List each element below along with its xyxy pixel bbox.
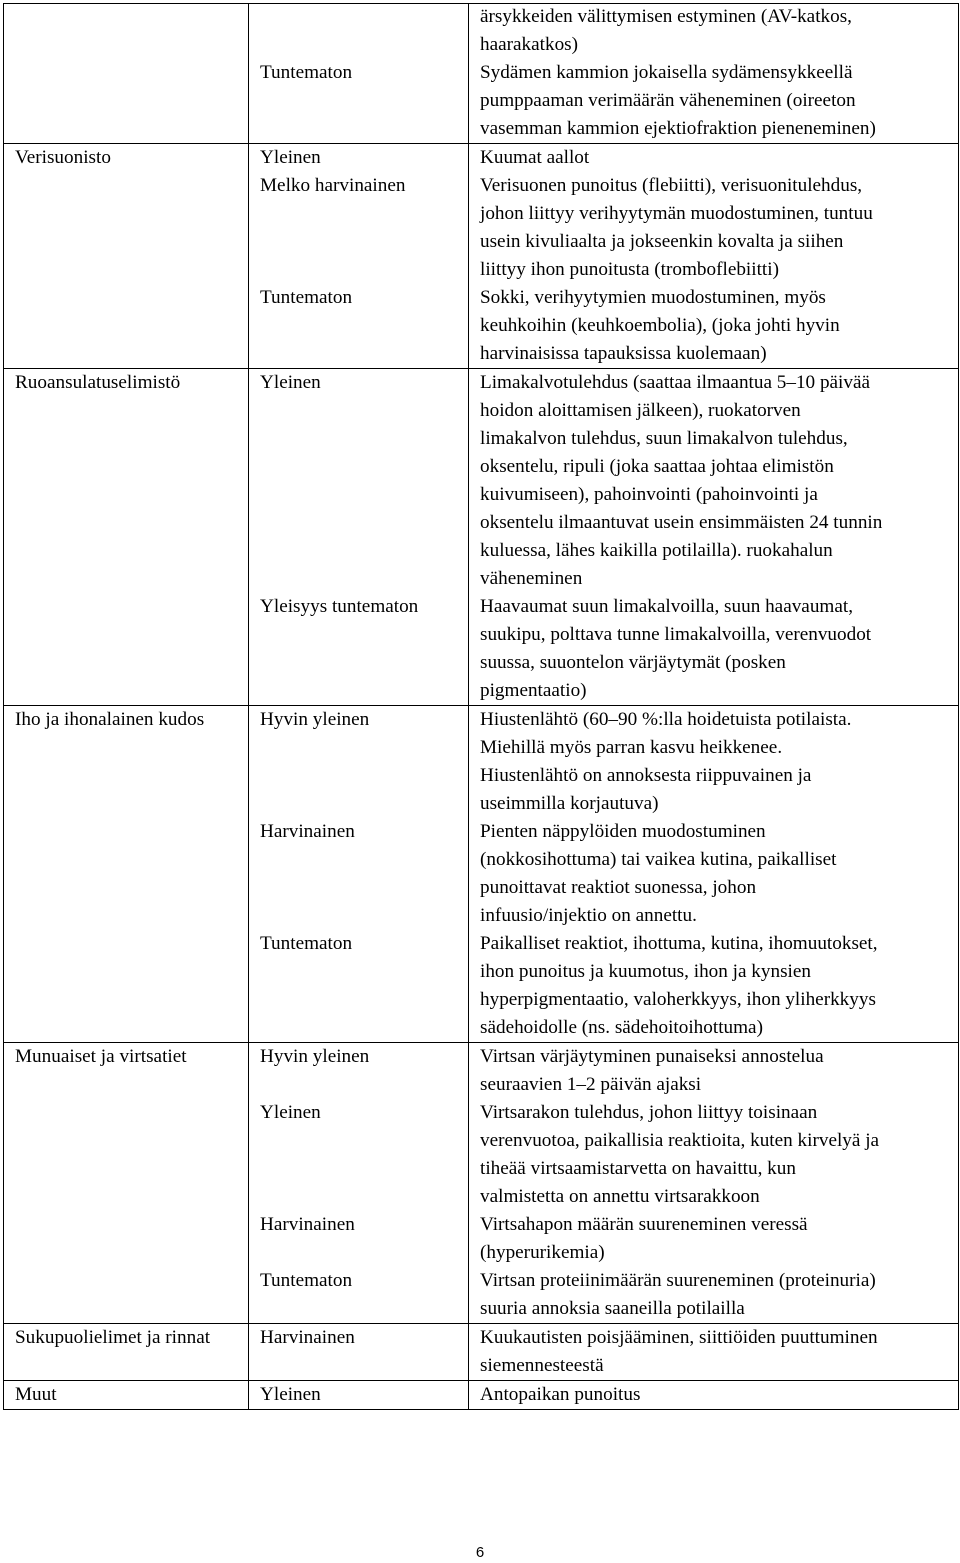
side-effect-cell	[468, 706, 958, 819]
table-row	[3, 1324, 958, 1381]
frequency-cell-text: Yleinen	[260, 1384, 321, 1405]
frequency-cell-text: Tuntematon	[260, 1270, 353, 1291]
organ-class-cell	[3, 1099, 248, 1211]
organ-class-cell	[3, 59, 248, 144]
side-effect-cell	[468, 1211, 958, 1267]
frequency-cell-text: Tuntematon	[260, 62, 353, 83]
frequency-cell-text: Hyvin yleinen	[260, 1046, 370, 1067]
table-row	[3, 3, 958, 59]
frequency-cell	[248, 1211, 468, 1267]
organ-class-cell	[3, 593, 248, 706]
frequency-cell	[248, 284, 468, 369]
side-effect-cell-text: ärsykkeiden välittymisen estyminen (AV-katkos, haarakatkos)	[480, 6, 852, 55]
table-row	[3, 172, 958, 284]
side-effect-cell	[468, 1267, 958, 1324]
organ-class-cell	[3, 369, 248, 594]
frequency-cell	[248, 1099, 468, 1211]
organ-class-cell	[3, 1211, 248, 1267]
side-effect-cell	[468, 59, 958, 144]
frequency-cell	[248, 369, 468, 594]
frequency-cell	[248, 1043, 468, 1100]
organ-class-cell-text: Iho ja ihonalainen kudos	[15, 709, 205, 730]
organ-class-cell	[3, 1324, 248, 1381]
organ-class-cell	[3, 3, 248, 59]
side-effect-cell-text: Sydämen kammion jokaisella sydämensykkeellä pumppaaman verimäärän väheneminen (oireeton vasemman kammion ejektiofraktion pieneneminen)	[480, 62, 876, 139]
table-border-right	[958, 3, 959, 1410]
table-row	[3, 706, 958, 819]
side-effect-cell-text: Limakalvotulehdus (saattaa ilmaantua 5–10 päivää hoidon aloittamisen jälkeen), ruokatorven limakalvon tulehdus, suun limakalvon tulehdus, oksentelu, ripuli (joka saattaa johtaa elimistön kuivumiseen), pahoinvointi (pahoinvointi ja oksentelu ilmaantuvat usein ensimmäisten 24 tunnin kuluessa, lähes kaikilla potilailla). ruokahalun väheneminen	[480, 372, 883, 589]
frequency-cell-text: Harvinainen	[260, 821, 355, 842]
side-effect-cell-text: Kuukautisten poisjääminen, siittiöiden puuttuminen siemennesteestä	[480, 1327, 878, 1376]
table-row	[3, 818, 958, 930]
frequency-cell	[248, 1267, 468, 1324]
side-effect-cell-text: Verisuonen punoitus (flebiitti), verisuonitulehdus, johon liittyy verihyytymän muodostuminen, tuntuu usein kivuliaalta ja jokseenkin kovalta ja siihen liittyy ihon punoitusta (tromboflebiitti)	[480, 175, 873, 280]
frequency-cell-text: Yleinen	[260, 372, 321, 393]
frequency-cell-text: Tuntematon	[260, 287, 353, 308]
frequency-cell	[248, 930, 468, 1043]
side-effect-cell	[468, 369, 958, 594]
table-row	[3, 59, 958, 144]
side-effect-cell-text: Haavaumat suun limakalvoilla, suun haavaumat, suukipu, polttava tunne limakalvoilla, verenvuodot suussa, suuontelon värjäytymät (posken pigmentaatio)	[480, 596, 872, 701]
organ-class-cell	[3, 172, 248, 284]
frequency-cell-text: Yleinen	[260, 147, 321, 168]
side-effect-cell	[468, 593, 958, 706]
column-divider-2	[468, 3, 469, 1410]
frequency-cell	[248, 144, 468, 173]
frequency-cell-text: Tuntematon	[260, 933, 353, 954]
frequency-cell-text: Harvinainen	[260, 1327, 355, 1348]
frequency-cell	[248, 818, 468, 930]
table-row	[3, 1211, 958, 1267]
side-effect-cell	[468, 1381, 958, 1410]
side-effect-cell-text: Antopaikan punoitus	[480, 1384, 641, 1405]
table-row	[3, 1043, 958, 1100]
table-row	[3, 144, 958, 173]
side-effect-cell-text: Virtsan värjäytyminen punaiseksi annostelua seuraavien 1–2 päivän ajaksi	[480, 1046, 824, 1095]
side-effect-cell	[468, 284, 958, 369]
side-effect-cell-text: Virtsahapon määrän suureneminen veressä (hyperurikemia)	[480, 1214, 808, 1263]
organ-class-cell-text: Ruoansulatuselimistö	[15, 372, 181, 393]
organ-class-cell	[3, 1381, 248, 1410]
organ-class-cell-text: Verisuonisto	[15, 147, 111, 168]
side-effect-cell	[468, 1099, 958, 1211]
organ-class-cell	[3, 930, 248, 1043]
frequency-cell-text: Hyvin yleinen	[260, 709, 370, 730]
table-row	[3, 369, 958, 594]
side-effect-cell-text: Kuumat aallot	[480, 147, 590, 168]
table-row	[3, 284, 958, 369]
frequency-cell-text: Yleinen	[260, 1102, 321, 1123]
side-effect-cell	[468, 930, 958, 1043]
side-effect-cell-text: Paikalliset reaktiot, ihottuma, kutina, ihomuutokset, ihon punoitus ja kuumotus, ihon ja kynsien hyperpigmentaatio, valoherkkyys, ihon yliherkkyys sädehoidolle (ns. sädehoitoihottuma)	[480, 933, 878, 1038]
table-border-left	[3, 3, 4, 1410]
side-effect-cell-text: Pienten näppylöiden muodostuminen (nokkosihottuma) tai vaikea kutina, paikalliset punoittavat reaktiot suonessa, johon infuusio/injektio on annettu.	[480, 821, 837, 926]
table-row	[3, 930, 958, 1043]
side-effect-cell	[468, 1324, 958, 1381]
frequency-cell	[248, 706, 468, 819]
frequency-cell	[248, 172, 468, 284]
frequency-cell-text: Harvinainen	[260, 1214, 355, 1235]
side-effect-cell-text: Hiustenlähtö (60–90 %:lla hoidetuista potilaista. Miehillä myös parran kasvu heikkenee. Hiustenlähtö on annoksesta riippuvainen ja useimmilla korjautuva)	[480, 709, 852, 814]
organ-class-cell	[3, 706, 248, 819]
frequency-cell	[248, 1324, 468, 1381]
side-effects-table	[3, 3, 958, 1410]
side-effect-cell	[468, 3, 958, 59]
table-row	[3, 1381, 958, 1410]
frequency-cell-text: Yleisyys tuntematon	[260, 596, 419, 617]
table-row	[3, 593, 958, 706]
organ-class-cell	[3, 1043, 248, 1100]
side-effect-cell	[468, 818, 958, 930]
organ-class-cell-text: Muut	[15, 1384, 57, 1405]
organ-class-cell-text: Sukupuolielimet ja rinnat	[15, 1327, 211, 1348]
organ-class-cell	[3, 818, 248, 930]
frequency-cell	[248, 3, 468, 59]
table-row	[3, 1267, 958, 1324]
frequency-cell	[248, 1381, 468, 1410]
side-effect-cell-text: Sokki, verihyytymien muodostuminen, myös keuhkoihin (keuhkoembolia), (joka johti hyvin harvinaisissa tapauksissa kuolemaan)	[480, 287, 840, 364]
column-divider-1	[248, 3, 249, 1410]
frequency-cell-text: Melko harvinainen	[260, 175, 406, 196]
organ-class-cell	[3, 144, 248, 173]
organ-class-cell-text: Munuaiset ja virtsatiet	[15, 1046, 187, 1067]
side-effect-cell-text: Virtsan proteiinimäärän suureneminen (proteinuria) suuria annoksia saaneilla potilailla	[480, 1270, 876, 1319]
organ-class-cell	[3, 284, 248, 369]
frequency-cell	[248, 59, 468, 144]
table-row	[3, 1099, 958, 1211]
organ-class-cell	[3, 1267, 248, 1324]
frequency-cell	[248, 593, 468, 706]
side-effect-cell	[468, 172, 958, 284]
page-number: 6	[475, 1544, 485, 1561]
side-effect-cell	[468, 1043, 958, 1100]
side-effect-cell-text: Virtsarakon tulehdus, johon liittyy toisinaan verenvuotoa, paikallisia reaktioita, kuten kirvelyä ja tiheää virtsaamistarvetta on havaittu, kun valmistetta on annettu virtsarakkoon	[480, 1102, 880, 1207]
side-effect-cell	[468, 144, 958, 173]
